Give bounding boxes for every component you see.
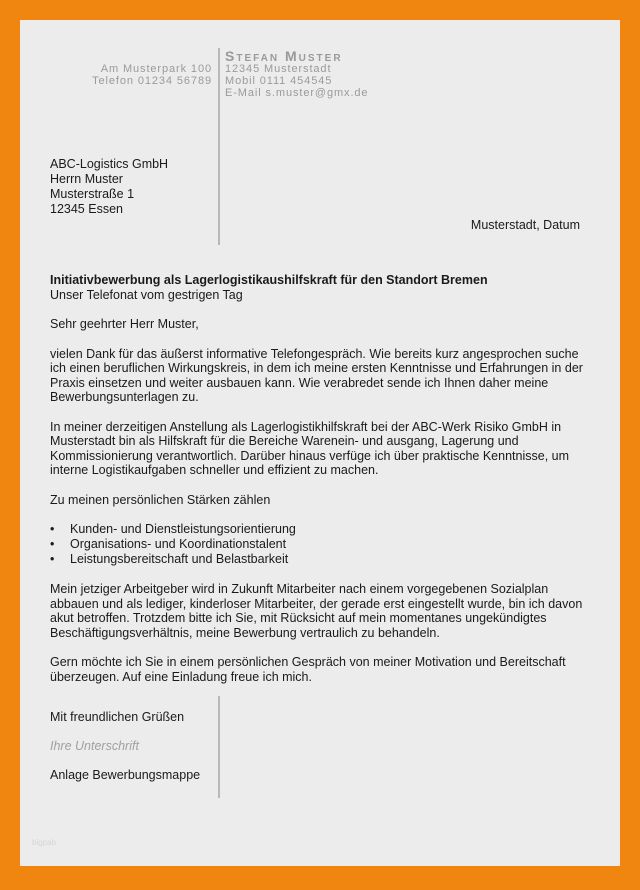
closing-block [50,710,200,783]
header-divider [218,48,220,245]
bullet-icon: • [50,552,55,566]
strength-text: Leistungsbereitschaft und Belastbarkeit [70,552,289,566]
subject-title: Initiativbewerbung als Lagerlogistikaushilfskraft für den Standort Bremen [50,273,488,287]
signature-placeholder: Ihre Unterschrift [50,739,139,753]
subject-reference: Unser Telefonat vom gestrigen Tag [50,287,243,302]
recipient-company: ABC-Logistics GmbH [50,157,169,171]
strengths-list [50,522,590,567]
closing-greeting: Mit freundlichen Grüßen [50,710,185,724]
list-item [50,522,590,537]
bullet-icon: • [50,522,55,536]
paragraph-closing: Gern möchte ich Sie in einem persönlichen Gespräch von meiner Motivation und Bereitschaft überzeugen. Auf eine Einladung freue ich mich. [50,655,566,684]
recipient-street: Musterstraße 1 [50,187,135,201]
closing-divider [218,696,220,798]
recipient-city: 12345 Essen [50,202,123,216]
sender-phone: Telefon 01234 56789 [92,75,212,87]
bullet-icon: • [50,537,55,551]
recipient-contact: Herrn Muster [50,172,123,186]
sender-name: Stefan Muster [225,48,343,64]
sender-address-left [92,63,212,87]
strength-text: Kunden- und Dienstleistungsorientierung [70,522,296,536]
attachment-note: Anlage Bewerbungsmappe [50,768,201,782]
list-item [50,537,590,552]
sender-city: 12345 Musterstadt [225,63,332,75]
sender-mobile: Mobil 0111 454545 [225,75,333,87]
paragraph-intro: vielen Dank für das äußerst informative Telefongespräch. Wie bereits kurz angesprochen suche ich einen beruflichen Wirkungskreis, in dem ich meine ersten Kenntnisse und Erfahrungen in der Praxis einsetzen und weiter ausbauen kann. Wie verabredet sende ich Ihnen daher meine Bewerbungsunterlagen zu. [50,346,583,404]
watermark: bigpab [32,838,57,847]
letter-body [50,273,590,699]
sender-email: E-Mail s.muster@gmx.de [225,87,369,99]
paragraph-confidentiality: Mein jetziger Arbeitgeber wird in Zukunft Mitarbeiter nach einem vorgegebenen Sozialplan abbauen und als lediger, kinderloser Mitarbeiter, der gerade erst eingestellt wurde, bin ich davon akut betroffen. Trotzdem bitte ich Sie, mit Rücksicht auf mein momentanes ungekündigtes Beschäftigungsverhältnis, meine Bewerbung vertraulich zu behandeln. [50,582,583,640]
list-item [50,552,590,567]
paragraph-strengths-intro: Zu meinen persönlichen Stärken zählen [50,492,271,507]
strength-text: Organisations- und Koordinationstalent [70,537,287,551]
recipient-address [50,157,168,217]
letter-date: Musterstadt, Datum [470,218,580,232]
salutation: Sehr geehrter Herr Muster, [50,317,199,331]
paragraph-current-job: In meiner derzeitigen Anstellung als Lagerlogistikhilfskraft bei der ABC-Werk Risiko GmbH in Musterstadt bin als Hilfskraft für die Bereiche Warenein- und ausgang, Lagerung und Kommissionierung verantwortlich. Darüber hinaus verfüge ich über praktische Kenntnisse, um interne Logistikaufgaben schneller und effizient zu machen. [50,419,570,477]
letter-page [20,20,620,866]
subject-block [50,273,590,302]
sender-street: Am Musterpark 100 [100,63,212,75]
sender-address-right [225,49,368,99]
